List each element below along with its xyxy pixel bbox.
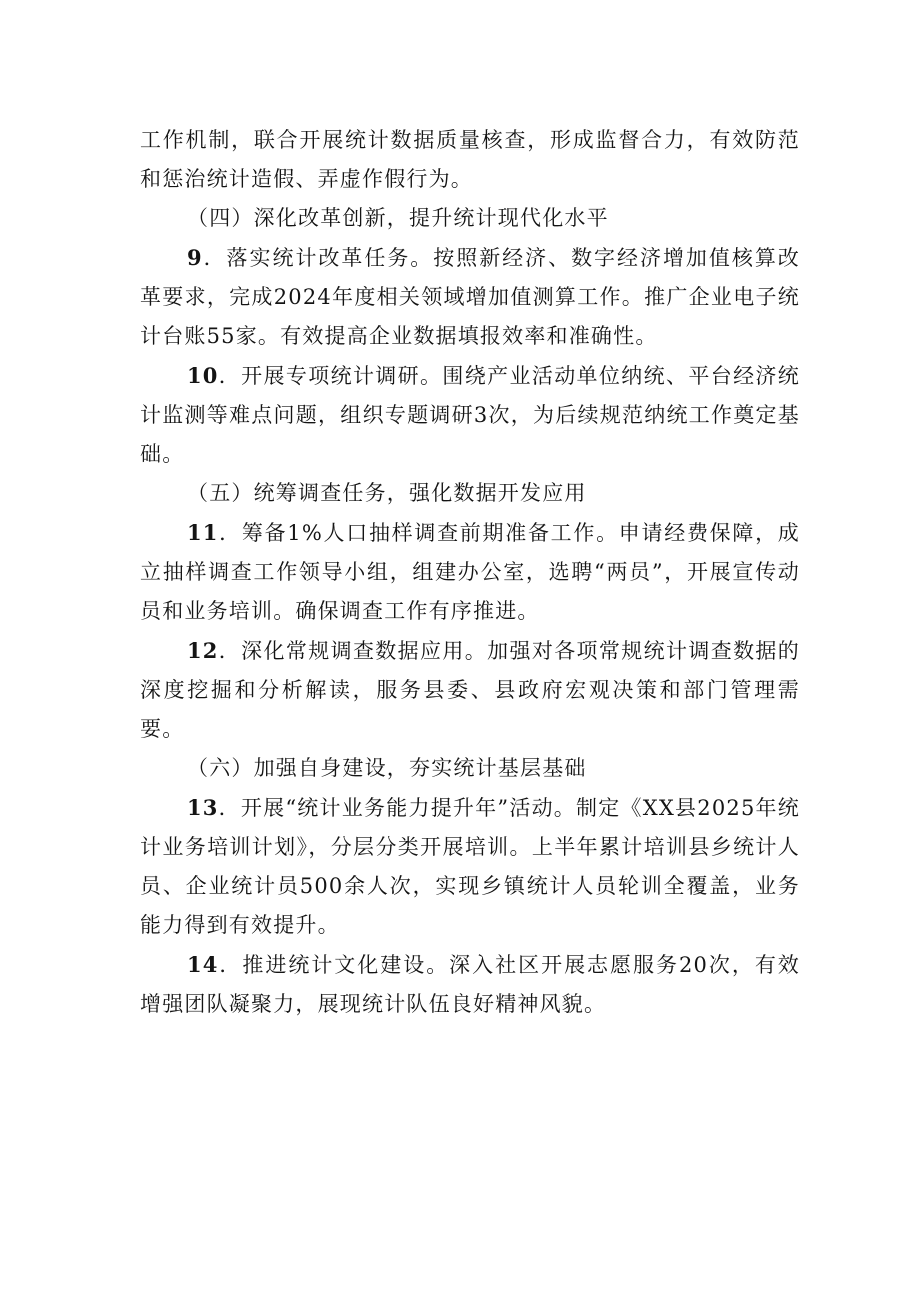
paragraph-continuation: [140, 121, 800, 199]
item-number: 13: [187, 795, 219, 820]
paragraph-text: ．落实统计改革任务。按照新经济、数字经济增加值核算改革要求，完成2024年度相关领域增加值测算工作。推广企业电子统计台账55家。有效提高企业数据填报效率和准确性。: [140, 246, 800, 348]
item-number: 10: [187, 363, 219, 388]
section-heading-6: [140, 749, 800, 788]
document-body: [140, 121, 800, 1024]
item-number: 14: [187, 952, 219, 977]
section-heading-4: [140, 199, 800, 238]
item-number: 12: [187, 638, 219, 663]
paragraph-item-14: [140, 945, 800, 1024]
paragraph-item-9: [140, 238, 800, 356]
paragraph-item-10: [140, 356, 800, 474]
heading-text: （五）统筹调查任务，强化数据开发应用: [187, 481, 587, 505]
paragraph-item-12: [140, 631, 800, 749]
paragraph-text: ．筹备1%人口抽样调查前期准备工作。申请经费保障，成立抽样调查工作领导小组，组建办公室，选聘“两员”，开展宣传动员和业务培训。确保调查工作有序推进。: [140, 521, 800, 623]
heading-text: （四）深化改革创新，提升统计现代化水平: [187, 206, 609, 230]
paragraph-item-11: [140, 513, 800, 631]
paragraph-text: ．深化常规调查数据应用。加强对各项常规统计调查数据的深度挖掘和分析解读，服务县委、县政府宏观决策和部门管理需要。: [140, 639, 800, 741]
item-number: 9: [187, 245, 203, 270]
paragraph-text: 工作机制，联合开展统计数据质量核查，形成监督合力，有效防范和惩治统计造假、弄虚作假行为。: [140, 128, 800, 191]
heading-text: （六）加强自身建设，夯实统计基层基础: [187, 756, 587, 780]
paragraph-item-13: [140, 788, 800, 945]
section-heading-5: [140, 474, 800, 513]
item-number: 11: [187, 520, 219, 545]
paragraph-text: ．开展专项统计调研。围绕产业活动单位纳统、平台经济统计监测等难点问题，组织专题调研3次，为后续规范纳统工作奠定基础。: [140, 364, 800, 466]
paragraph-text: ．开展“统计业务能力提升年”活动。制定《XX县2025年统计业务培训计划》，分层分类开展培训。上半年累计培训县乡统计人员、企业统计员500余人次，实现乡镇统计人员轮训全覆盖，业务能力得到有效提升。: [140, 796, 800, 937]
paragraph-text: ．推进统计文化建设。深入社区开展志愿服务20次，有效增强团队凝聚力，展现统计队伍良好精神风貌。: [140, 953, 800, 1016]
